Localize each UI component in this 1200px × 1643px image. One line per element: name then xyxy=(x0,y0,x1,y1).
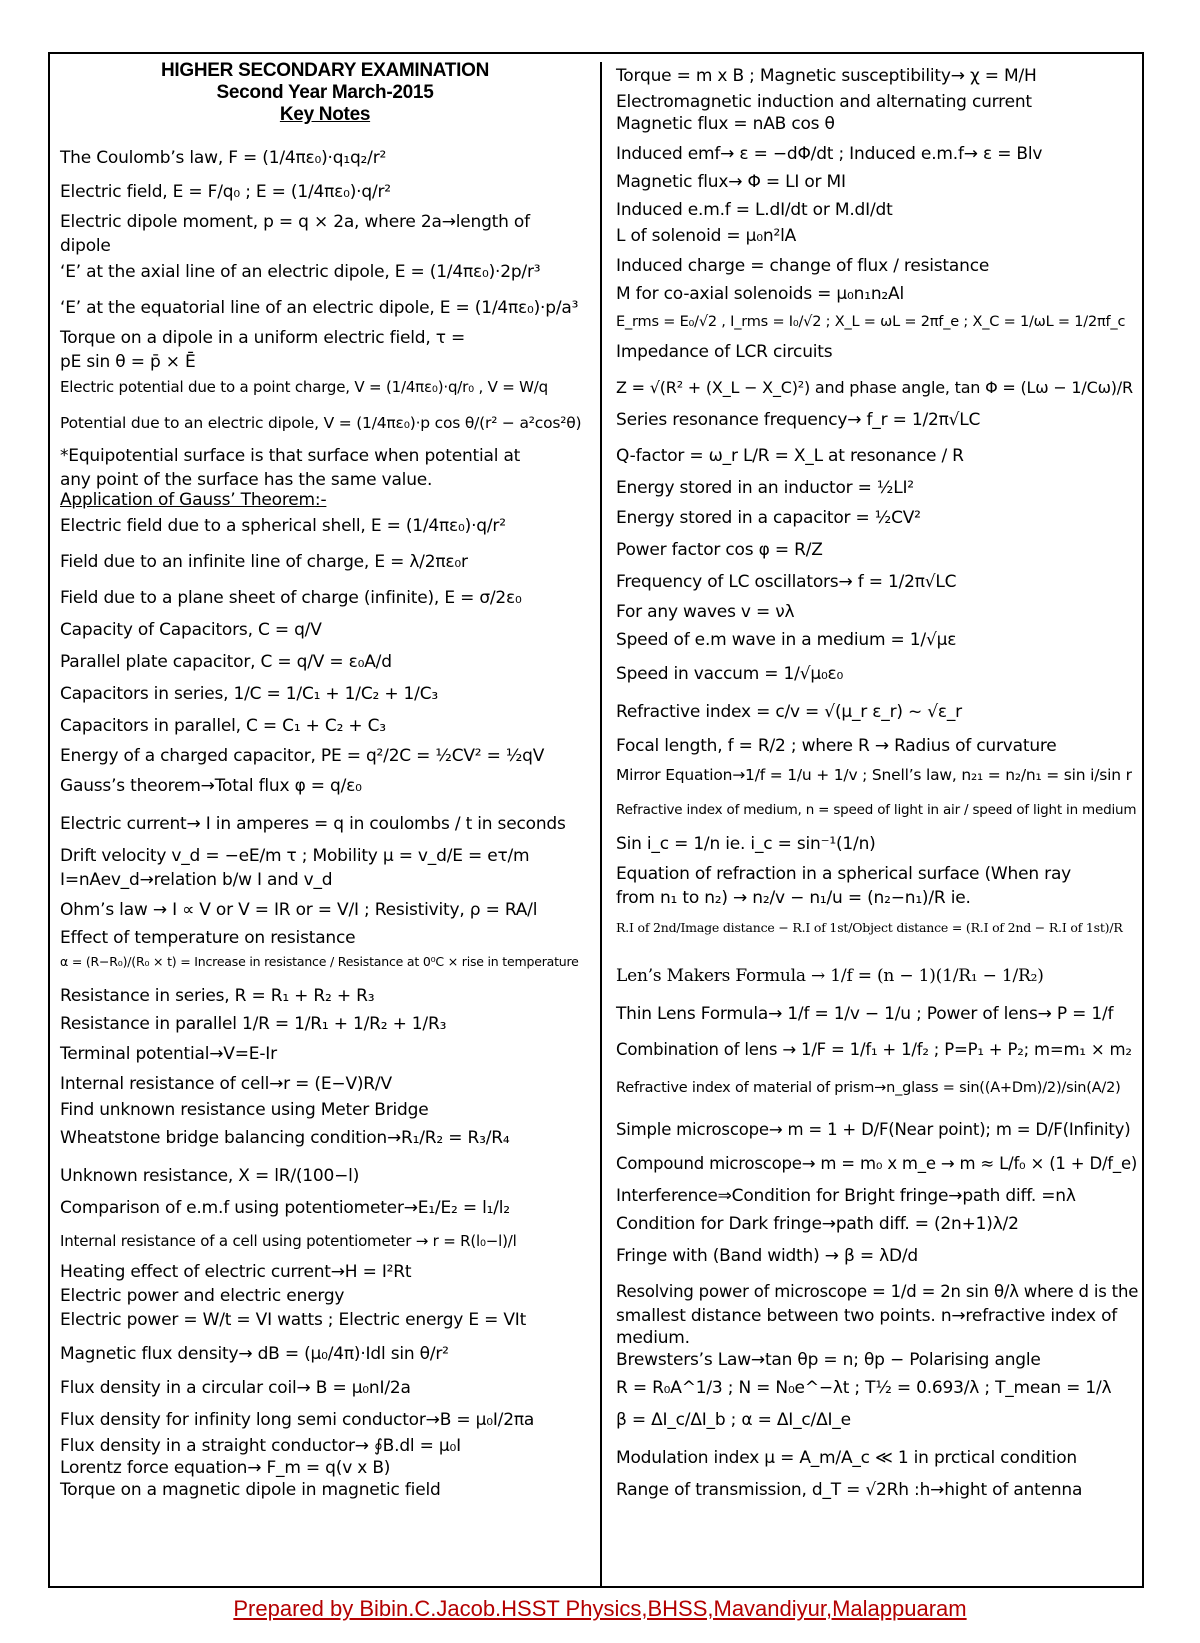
left-formula-line: any point of the surface has the same value. xyxy=(60,470,433,490)
left-formula-line: Resistance in parallel 1/R = 1/R₁ + 1/R₂ + 1/R₃ xyxy=(60,1014,447,1034)
right-formula-line: Q-factor = ω_r L/R = X_L at resonance / R xyxy=(616,446,964,466)
left-formula-line: Lorentz force equation→ F_m = q(v x B) xyxy=(60,1458,391,1478)
right-formula-line: Mirror Equation→1/f = 1/u + 1/v ; Snell’s law, n₂₁ = n₂/n₁ = sin i/sin r xyxy=(616,766,1132,784)
left-formula-line: Electric current→ I in amperes = q in coulombs / t in seconds xyxy=(60,814,566,834)
right-formula-line: Z = √(R² + (X_L − X_C)²) and phase angle, tan Φ = (Lω − 1/Cω)/R xyxy=(616,378,1133,397)
right-formula-line: Combination of lens → 1/F = 1/f₁ + 1/f₂ ; P=P₁ + P₂; m=m₁ × m₂ xyxy=(616,1040,1132,1059)
exam-subtitle: Second Year March-2015 xyxy=(216,82,434,103)
left-formula-line: Flux density for infinity long semi conductor→B = μ₀I/2πa xyxy=(60,1410,535,1430)
left-formula-line: Magnetic flux density→ dB = (μ₀/4π)·Idl sin θ/r² xyxy=(60,1344,449,1364)
right-formula-line: R = R₀A^1/3 ; N = N₀e^−λt ; T½ = 0.693/λ ; T_mean = 1/λ xyxy=(616,1378,1112,1398)
right-formula-line: R.I of 2nd/Image distance − R.I of 1st/Object distance = (R.I of 2nd − R.I of 1st)/R xyxy=(616,920,1123,935)
right-formula-line: Modulation index μ = A_m/A_c ≪ 1 in prctical condition xyxy=(616,1448,1077,1468)
right-formula-line: Series resonance frequency→ f_r = 1/2π√LC xyxy=(616,410,981,430)
left-formula-line: Potential due to an electric dipole, V = (1/4πε₀)·p cos θ/(r² − a²cos²θ) xyxy=(60,414,582,432)
left-formula-line: Terminal potential→V=E-Ir xyxy=(60,1044,277,1064)
right-formula-line: For any waves v = νλ xyxy=(616,602,795,622)
right-formula-line: Compound microscope→ m = m₀ x m_e → m ≈ L/f₀ × (1 + D/f_e) xyxy=(616,1154,1138,1173)
left-formula-line: The Coulomb’s law, F = (1/4πε₀)·q₁q₂/r² xyxy=(60,148,387,168)
right-formula-line: Induced charge = change of flux / resistance xyxy=(616,256,990,276)
left-formula-line: Find unknown resistance using Meter Bridge xyxy=(60,1100,429,1120)
right-formula-line: β = ΔI_c/ΔI_b ; α = ΔI_c/ΔI_e xyxy=(616,1410,851,1430)
right-formula-line: L of solenoid = μ₀n²lA xyxy=(616,226,797,246)
left-formula-line: α = (R−R₀)/(R₀ × t) = Increase in resistance / Resistance at 0⁰C × rise in temperature xyxy=(60,954,579,969)
left-formula-line: Flux density in a circular coil→ B = μ₀nI/2a xyxy=(60,1378,411,1398)
left-formula-line: Unknown resistance, X = lR/(100−l) xyxy=(60,1166,360,1186)
left-formula-line: Electric dipole moment, p = q × 2a, where 2a→length of xyxy=(60,212,530,232)
right-formula-line: smallest distance between two points. n→refractive index of xyxy=(616,1306,1118,1326)
left-formula-line: ‘E’ at the equatorial line of an electric dipole, E = (1/4πε₀)·p/a³ xyxy=(60,298,579,318)
right-formula-line: Refractive index = c/v = √(μ_r ε_r) ~ √ε_r xyxy=(616,702,962,722)
left-formula-line: Capacitors in parallel, C = C₁ + C₂ + C₃ xyxy=(60,716,386,736)
right-formula-line: Impedance of LCR circuits xyxy=(616,342,833,362)
right-formula-line: M for co-axial solenoids = μ₀n₁n₂Al xyxy=(616,284,904,304)
right-formula-line: Energy stored in an inductor = ½LI² xyxy=(616,478,914,498)
left-formula-line: Electric field due to a spherical shell, E = (1/4πε₀)·q/r² xyxy=(60,516,506,536)
left-formula-line: Capacitors in series, 1/C = 1/C₁ + 1/C₂ + 1/C₃ xyxy=(60,684,438,704)
left-formula-line: Energy of a charged capacitor, PE = q²/2C = ½CV² = ½qV xyxy=(60,746,545,766)
right-formula-line: Condition for Dark fringe→path diff. = (2n+1)λ/2 xyxy=(616,1214,1019,1234)
right-formula-line: Torque = m x B ; Magnetic susceptibility→ χ = M/H xyxy=(616,66,1037,86)
right-formula-line: medium. xyxy=(616,1328,690,1348)
left-formula-line: Field due to an infinite line of charge, E = λ/2πε₀r xyxy=(60,552,468,572)
left-formula-line: Effect of temperature on resistance xyxy=(60,928,356,948)
right-formula-line: Fringe with (Band width) → β = λD/d xyxy=(616,1246,918,1266)
right-formula-line: Frequency of LC oscillators→ f = 1/2π√LC xyxy=(616,572,957,592)
exam-title: HIGHER SECONDARY EXAMINATION xyxy=(161,60,489,81)
right-formula-line: E_rms = E₀/√2 , I_rms = I₀/√2 ; X_L = ωL = 2πf_e ; X_C = 1/ωL = 1/2πf_c xyxy=(616,314,1126,330)
left-formula-line: Gauss’s theorem→Total flux φ = q/ε₀ xyxy=(60,776,362,796)
right-formula-line: Sin i_c = 1/n ie. i_c = sin⁻¹(1/n) xyxy=(616,834,876,854)
left-formula-line: Wheatstone bridge balancing condition→R₁/R₂ = R₃/R₄ xyxy=(60,1128,510,1148)
left-formula-line: Ohm’s law → I ∝ V or V = IR or = V/I ; Resistivity, ρ = RA/l xyxy=(60,900,538,920)
left-formula-line: ‘E’ at the axial line of an electric dipole, E = (1/4πε₀)·2p/r³ xyxy=(60,262,541,282)
left-formula-line: Heating effect of electric current→H = I²Rt xyxy=(60,1262,412,1282)
left-formula-line: Internal resistance of a cell using potentiometer → r = R(l₀−l)/l xyxy=(60,1232,517,1250)
right-formula-line: Resolving power of microscope = 1/d = 2n sin θ/λ where d is the xyxy=(616,1282,1139,1301)
right-formula-line: Len’s Makers Formula → 1/f = (n − 1)(1/R₁ − 1/R₂) xyxy=(616,966,1044,986)
right-formula-line: Refractive index of material of prism→n_glass = sin((A+Dm)/2)/sin(A/2) xyxy=(616,1080,1121,1096)
right-formula-line: Speed of e.m wave in a medium = 1/√με xyxy=(616,630,957,650)
right-formula-line: Induced e.m.f = L.dI/dt or M.dI/dt xyxy=(616,200,893,220)
right-formula-line: Speed in vaccum = 1/√μ₀ε₀ xyxy=(616,664,844,684)
left-formula-line: Electric power = W/t = VI watts ; Electric energy E = VIt xyxy=(60,1310,527,1330)
left-formula-line: *Equipotential surface is that surface when potential at xyxy=(60,446,521,466)
left-formula-line: dipole xyxy=(60,236,111,256)
left-formula-line: Capacity of Capacitors, C = q/V xyxy=(60,620,322,640)
right-formula-line: Energy stored in a capacitor = ½CV² xyxy=(616,508,921,528)
left-formula-line: Drift velocity v_d = −eE/m τ ; Mobility μ = v_d/E = eτ/m xyxy=(60,846,530,866)
right-formula-line: Range of transmission, d_T = √2Rh :h→hight of antenna xyxy=(616,1480,1083,1500)
left-formula-line: Torque on a magnetic dipole in magnetic field xyxy=(60,1480,441,1500)
column-divider xyxy=(600,62,602,1588)
right-formula-line: Electromagnetic induction and alternating current xyxy=(616,92,1032,112)
right-formula-line: Magnetic flux→ Φ = LI or MI xyxy=(616,172,846,192)
right-formula-line: Focal length, f = R/2 ; where R → Radius of curvature xyxy=(616,736,1057,756)
left-formula-line: Flux density in a straight conductor→ ∮B.dl = μ₀I xyxy=(60,1436,461,1456)
right-formula-line: Magnetic flux = nAB cos θ xyxy=(616,114,835,134)
left-formula-line: Resistance in series, R = R₁ + R₂ + R₃ xyxy=(60,986,375,1006)
key-notes-heading: Key Notes xyxy=(279,104,371,125)
right-formula-line: Simple microscope→ m = 1 + D/F(Near point); m = D/F(Infinity) xyxy=(616,1120,1131,1139)
left-formula-line: Application of Gauss’ Theorem:- xyxy=(60,490,327,510)
left-formula-line: Comparison of e.m.f using potentiometer→E₁/E₂ = l₁/l₂ xyxy=(60,1198,510,1218)
left-formula-line: pE sin θ = p̄ × Ē xyxy=(60,352,196,372)
left-formula-line: Electric field, E = F/q₀ ; E = (1/4πε₀)·q/r² xyxy=(60,182,391,202)
left-formula-line: Torque on a dipole in a uniform electric field, τ = xyxy=(60,328,466,348)
left-formula-line: I=nAev_d→relation b/w I and v_d xyxy=(60,870,333,890)
left-formula-line: Electric potential due to a point charge, V = (1/4πε₀)·q/r₀ , V = W/q xyxy=(60,378,548,396)
right-formula-line: Refractive index of medium, n = speed of light in air / speed of light in medium xyxy=(616,802,1137,818)
right-formula-line: Equation of refraction in a spherical surface (When ray xyxy=(616,864,1072,884)
right-formula-line: Power factor cos φ = R/Z xyxy=(616,540,823,560)
left-formula-line: Field due to a plane sheet of charge (infinite), E = σ/2ε₀ xyxy=(60,588,522,608)
right-formula-line: Thin Lens Formula→ 1/f = 1/v − 1/u ; Power of lens→ P = 1/f xyxy=(616,1004,1114,1024)
right-formula-line: Brewsters’s Law→tan θp = n; θp − Polarising angle xyxy=(616,1350,1041,1370)
right-formula-line: from n₁ to n₂) → n₂/v − n₁/u = (n₂−n₁)/R ie. xyxy=(616,888,971,908)
right-formula-line: Induced emf→ ε = −dΦ/dt ; Induced e.m.f→ ε = Blv xyxy=(616,144,1043,164)
left-formula-line: Electric power and electric energy xyxy=(60,1286,345,1306)
left-formula-line: Parallel plate capacitor, C = q/V = ε₀A/d xyxy=(60,652,392,672)
author-footer: Prepared by Bibin.C.Jacob.HSST Physics,BHSS,Mavandiyur,Malappuaram xyxy=(233,1596,967,1621)
right-formula-line: Interference⇒Condition for Bright fringe→path diff. =nλ xyxy=(616,1186,1076,1206)
left-formula-line: Internal resistance of cell→r = (E−V)R/V xyxy=(60,1074,392,1094)
